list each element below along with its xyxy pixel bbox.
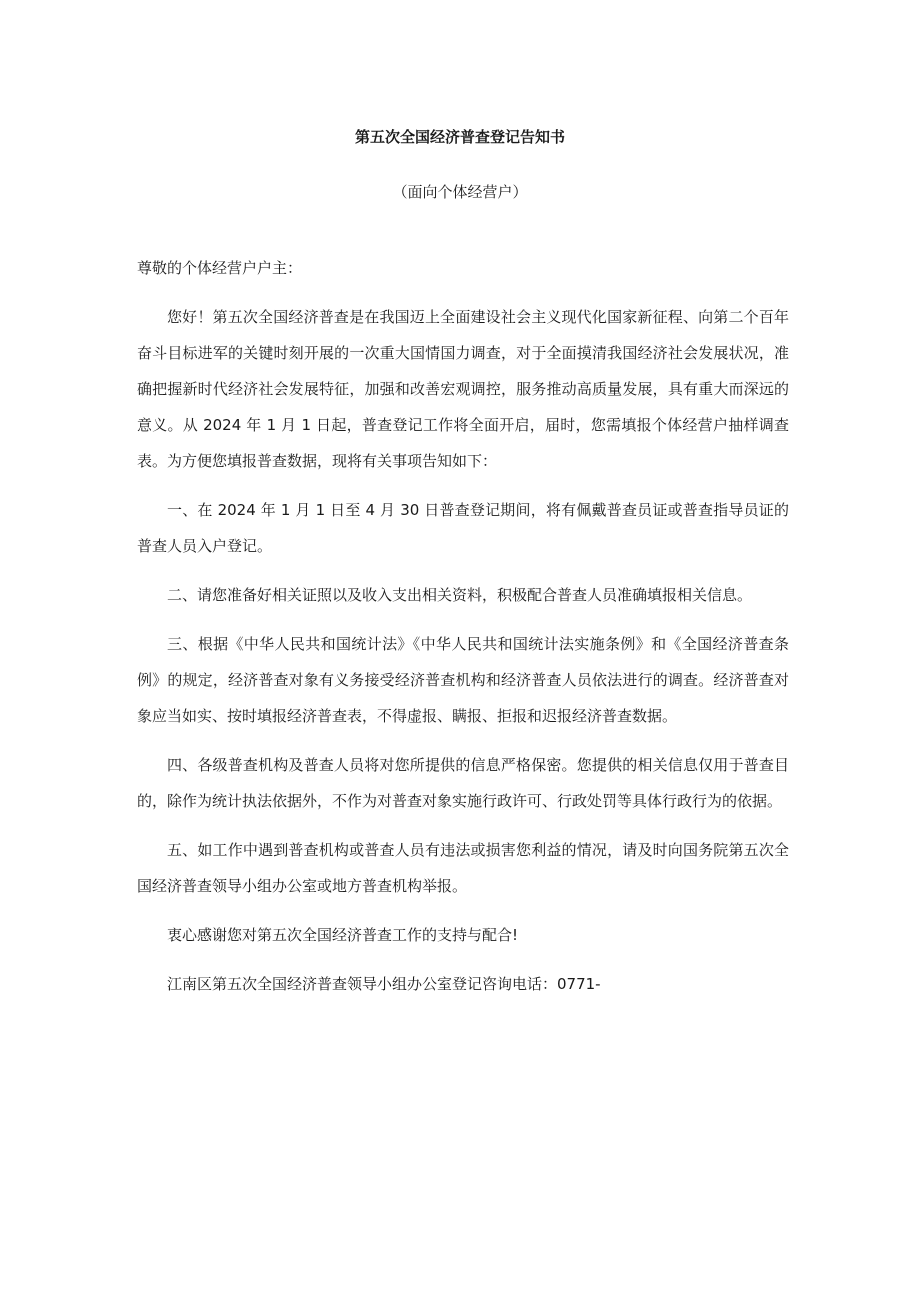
paragraph-item-2: 二、请您准备好相关证照以及收入支出相关资料，积极配合普查人员准确填报相关信息。 (167, 586, 753, 604)
paragraph-item-5: 五、如工作中遇到普查机构或普查人员有违法或损害您利益的情况，请及时向国务院第五次全国经济普查领导小组办公室或地方普查机构举报。 (137, 841, 789, 895)
paragraph-item-3: 三、根据《中华人民共和国统计法》《中华人民共和国统计法实施条例》和《全国经济普查条例》的规定，经济普查对象有义务接受经济普查机构和经济普查人员依法进行的调查。经济普查对象应当如实、按时填报经济普查表，不得虚报、瞒报、拒报和迟报经济普查数据。 (137, 635, 789, 725)
paragraph-contact: 江南区第五次全国经济普查领导小组办公室登记咨询电话：0771- (167, 975, 601, 993)
paragraph-item-1: 一、在 2024 年 1 月 1 日至 4 月 30 日普查登记期间，将有佩戴普查员证或普查指导员证的普查人员入户登记。 (137, 501, 789, 555)
document-subtitle: （面向个体经营户） (392, 183, 528, 201)
paragraph-thanks: 衷心感谢您对第五次全国经济普查工作的支持与配合! (167, 926, 519, 944)
document-title: 第五次全国经济普查登记告知书 (354, 128, 565, 146)
salutation: 尊敬的个体经营户户主： (137, 259, 303, 277)
paragraph-intro: 您好！第五次全国经济普查是在我国迈上全面建设社会主义现代化国家新征程、向第二个百年奋斗目标进军的关键时刻开展的一次重大国情国力调查，对于全面摸清我国经济社会发展状况，准确把握新时代经济社会发展特征，加强和改善宏观调控，服务推动高质量发展，具有重大而深远的意义。从 2024 年 1 月 1 日起，普查登记工作将全面开启，届时，您需填报个体经营户抽样调查表。为方便您填报普查数据，现将有关事项告知如下： (137, 308, 789, 470)
paragraph-item-4: 四、各级普查机构及普查人员将对您所提供的信息严格保密。您提供的相关信息仅用于普查目的，除作为统计执法依据外，不作为对普查对象实施行政许可、行政处罚等具体行政行为的依据。 (137, 756, 789, 810)
document-body (137, 250, 789, 1015)
